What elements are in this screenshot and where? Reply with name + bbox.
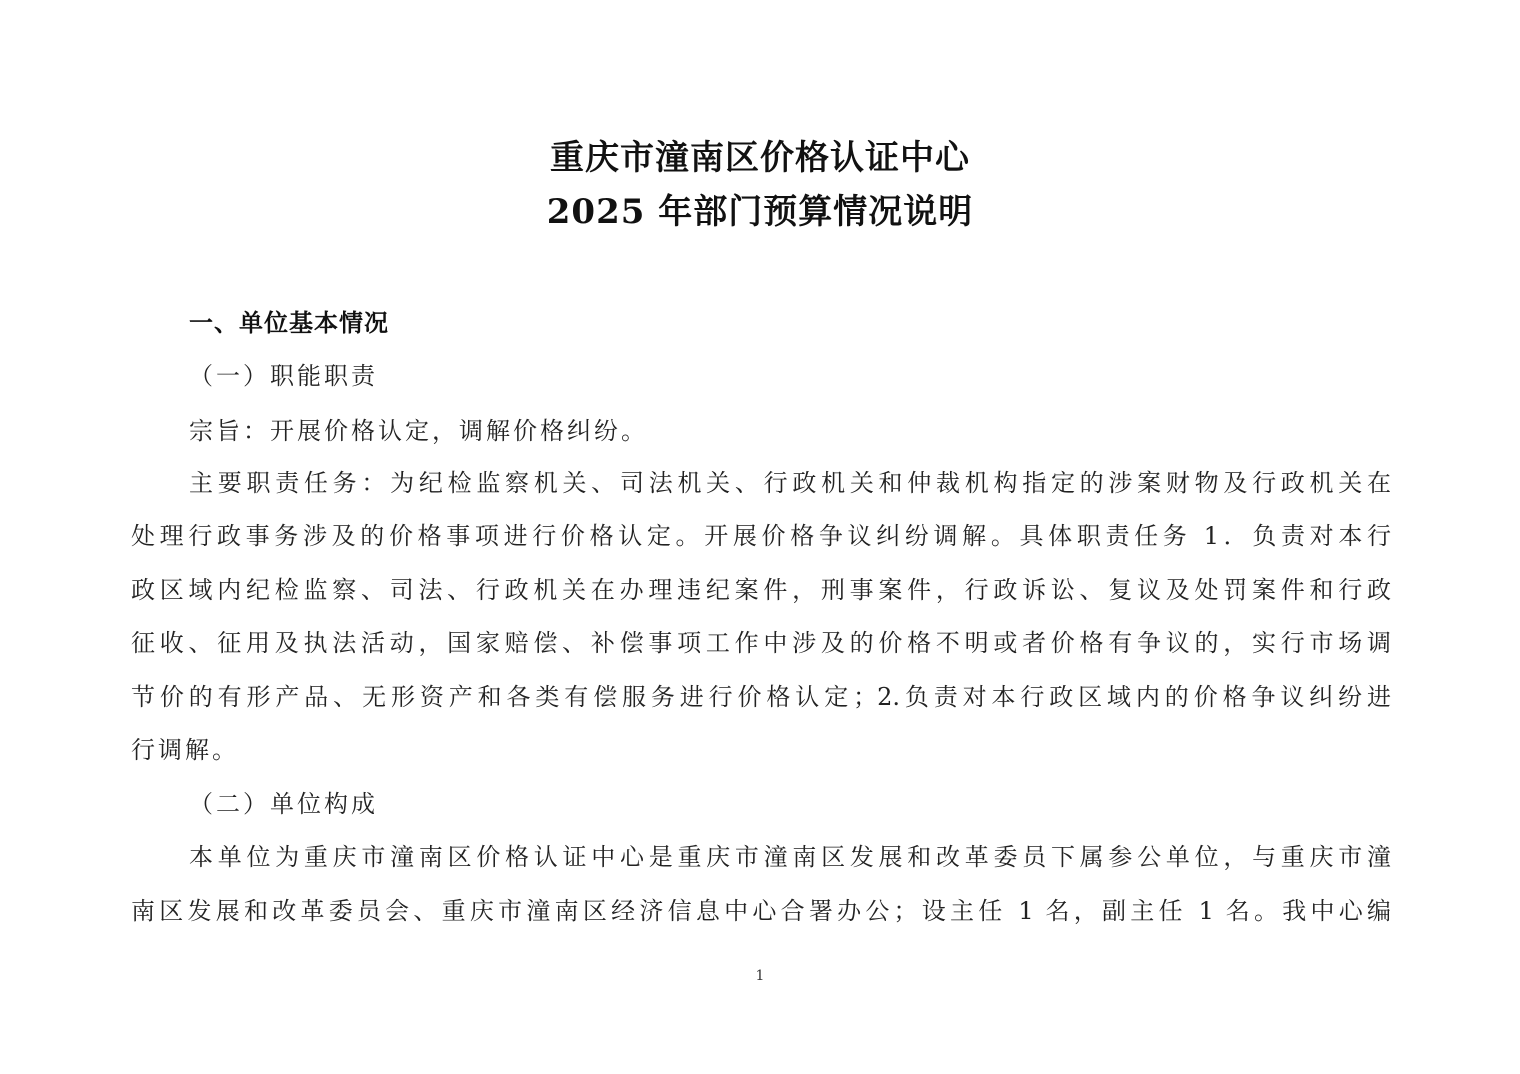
section-heading-basic-info: 一、单位基本情况 bbox=[189, 309, 389, 337]
purpose-paragraph: 宗旨：开展价格认定，调解价格纠纷。 bbox=[189, 417, 648, 445]
composition-paragraph-line: 本单位为重庆市潼南区价格认证中心是重庆市潼南区发展和改革委员下属参公单位，与重庆市潼 bbox=[189, 843, 1391, 871]
subsection-heading-composition: （二）单位构成 bbox=[189, 790, 378, 818]
composition-paragraph-line: 南区发展和改革委员会、重庆市潼南区经济信息中心合署办公；设主任 1 名，副主任 1 名。我中心编 bbox=[131, 897, 1391, 925]
duties-paragraph-line: 主要职责任务：为纪检监察机关、司法机关、行政机关和仲裁机构指定的涉案财物及行政机关在 bbox=[189, 469, 1391, 497]
duties-paragraph-line: 节价的有形产品、无形资产和各类有偿服务进行价格认定；2.负责对本行政区域内的价格争议纠纷进 bbox=[131, 683, 1391, 711]
duties-paragraph-line: 政区域内纪检监察、司法、行政机关在办理违纪案件，刑事案件，行政诉讼、复议及处罚案件和行政 bbox=[131, 576, 1391, 604]
duties-paragraph-line: 处理行政事务涉及的价格事项进行价格认定。开展价格争议纠纷调解。具体职责任务 1．负责对本行 bbox=[131, 522, 1391, 550]
page-number: 1 bbox=[755, 968, 765, 984]
document-title-line-2: 2025 年部门预算情况说明 bbox=[546, 192, 974, 232]
duties-paragraph-line: 征收、征用及执法活动，国家赔偿、补偿事项工作中涉及的价格不明或者价格有争议的，实行市场调 bbox=[131, 629, 1391, 657]
duties-paragraph-line: 行调解。 bbox=[131, 736, 239, 764]
document-title-line-1: 重庆市潼南区价格认证中心 bbox=[550, 138, 970, 178]
subsection-heading-duties: （一）职能职责 bbox=[189, 362, 378, 390]
